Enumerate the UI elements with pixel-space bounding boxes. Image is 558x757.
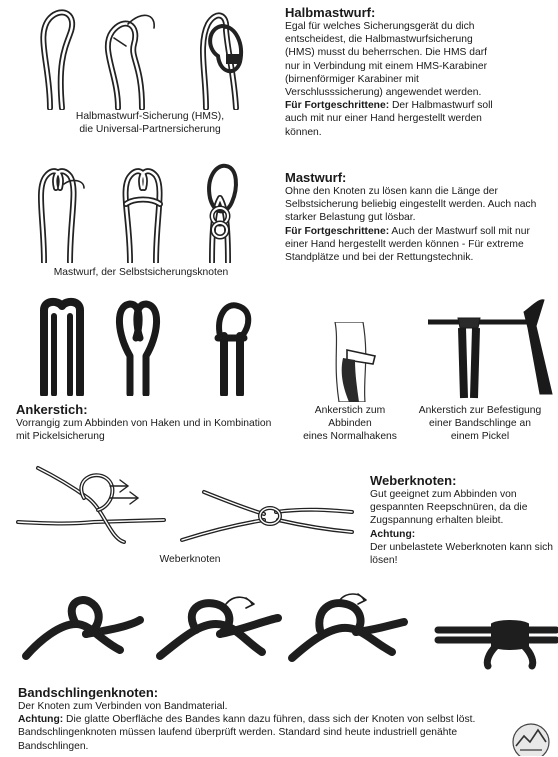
ankerstich-pickel-illustration <box>428 298 556 400</box>
mastwurf-heading: Mastwurf: <box>285 170 347 185</box>
bandschlingenknoten-body: Der Knoten zum Verbinden von Bandmaterial. <box>18 701 228 712</box>
mastwurf-caption: Mastwurf, der Selbstsicherungsknoten <box>53 267 229 278</box>
weberknoten-warning-text: Der unbelastete Weberknoten kann sich lösen! <box>370 541 553 567</box>
bandschlingenknoten-warning-text: Die glatte Oberfläche des Bandes kann dazu führen, dass sich der Knoten von selbst löst. Bandschlingenknoten müssen laufend überprüft werden. Standard sind heute industriell genähte Bandschlingen. <box>18 714 476 752</box>
hms-illustration <box>30 4 260 110</box>
hms-body: Egal für welches Sicherungsgerät du dich entscheidest, die Halbmastwurfsicherung (HMS) musst du beherrschen. Die HMS darf nur in Verbindung mit einem HMS-Karabiner (birnenförmiger Karabiner mit Verschlusssicherung) angewendet werden. <box>285 21 488 99</box>
hms-text-block <box>285 5 500 139</box>
ankerstich-text-block <box>16 402 276 443</box>
hms-caption-line2: die Universal-Partnersicherung <box>79 124 221 135</box>
ankerstich-pickel-caption-line3: einem Pickel <box>450 431 510 442</box>
ankerstich-sling-illustration <box>30 296 270 396</box>
ankerstich-pickel-caption-line1: Ankerstich zur Befestigung <box>418 405 542 416</box>
ankerstich-body: Vorrangig zum Abbinden von Haken und in Kombination mit Pickelsicherung <box>16 418 272 443</box>
ankerstich-haken-illustration <box>325 322 385 402</box>
bandschlingenknoten-warning <box>18 713 498 753</box>
bandschlingenknoten-illustration <box>20 590 558 670</box>
bandschlingenknoten-warning-label: Achtung: <box>18 714 64 726</box>
bandschlingenknoten-heading: Bandschlingenknoten: <box>18 685 159 700</box>
weberknoten-illustration <box>14 458 354 550</box>
weberknoten-heading: Weberknoten: <box>370 473 457 488</box>
mastwurf-advanced-label: Für Fortgeschrittene: <box>285 225 390 237</box>
hms-advanced <box>285 99 500 139</box>
hms-caption <box>40 110 260 136</box>
mastwurf-advanced-text: Auch der Mastwurf soll mit nur einer Hand hergestellt werden können - Für extreme Standplätze und bei der Rettungstechnik. <box>285 225 530 264</box>
hms-advanced-text: Der Halbmastwurf soll auch mit nur einer Hand hergestellt werden können. <box>285 100 493 138</box>
ankerstich-heading: Ankerstich: <box>16 402 88 417</box>
mastwurf-body: Ohne den Knoten zu lösen kann die Länge der Selbstsicherung beliebig eingestellt werden. Auch nach starker Belastung gut lösbar. <box>285 186 537 224</box>
ankerstich-pickel-caption <box>405 404 555 443</box>
mastwurf-text-block <box>285 170 553 264</box>
corner-emblem-image <box>508 716 554 756</box>
ankerstich-haken-caption-line2: Abbinden <box>328 418 372 429</box>
hms-caption-line1: Halbmastwurf-Sicherung (HMS), <box>75 111 225 122</box>
ankerstich-haken-caption-line3: eines Normalhakens <box>303 431 397 442</box>
weberknoten-caption: Weberknoten <box>159 554 221 565</box>
bandschlingenknoten-text-block <box>18 685 498 753</box>
ankerstich-pickel-caption-line2: einer Bandschlinge an <box>429 418 531 429</box>
mastwurf-advanced <box>285 225 553 265</box>
ankerstich-haken-caption <box>295 404 405 443</box>
hms-advanced-label: Für Fortgeschrittene: <box>285 100 390 112</box>
mastwurf-illustration <box>30 158 260 263</box>
ankerstich-haken-caption-line1: Ankerstich zum <box>314 405 386 416</box>
hms-heading: Halbmastwurf: <box>285 5 376 20</box>
weberknoten-warning-label: Achtung: <box>370 528 416 540</box>
weberknoten-text-block <box>370 473 556 567</box>
weberknoten-body: Gut geeignet zum Abbinden von gespannten Reepschnüren, da die Zugspannung erhalten bleibt. <box>370 489 528 527</box>
